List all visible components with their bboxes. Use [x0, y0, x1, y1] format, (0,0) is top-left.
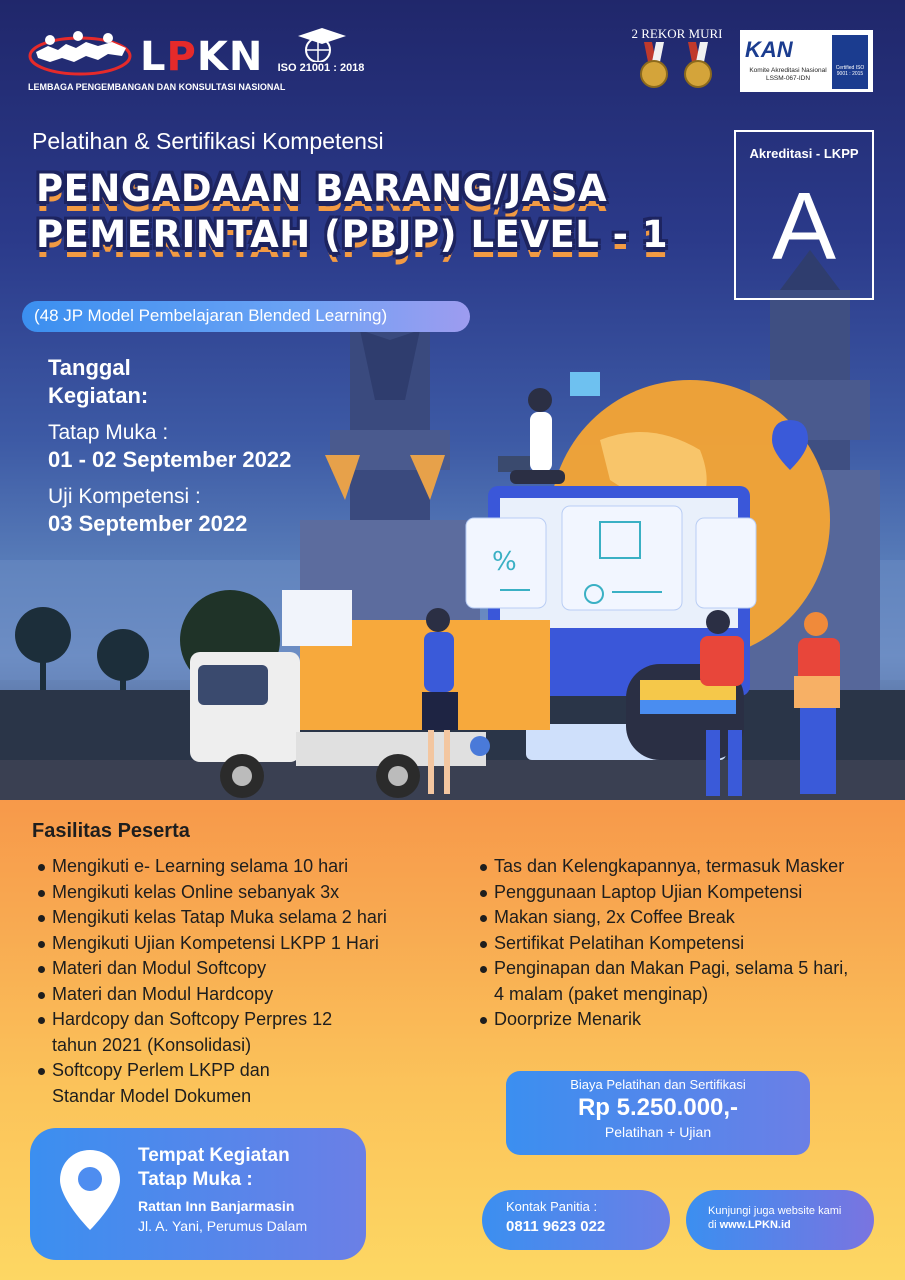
list-item: Penginapan dan Makan Pagi, selama 5 hari, 4 malam (paket menginap): [478, 956, 863, 1007]
kan-badge: [740, 30, 873, 92]
contact-box[interactable]: [482, 1190, 670, 1250]
venue-title-line-1: Tempat Kegiatan: [138, 1145, 290, 1166]
iso-badge: [276, 28, 366, 88]
facilities-list-right: [478, 854, 888, 1033]
kan-certificate: Certified ISO 9001 : 2015: [832, 35, 868, 89]
list-item: Mengikuti kelas Tatap Muka selama 2 hari: [36, 905, 426, 931]
schedule: [48, 354, 291, 538]
venue-box: [30, 1128, 366, 1260]
program-title-line-1: PENGADAAN BARANG/JASA: [36, 167, 608, 210]
list-item: Materi dan Modul Softcopy: [36, 956, 426, 982]
list-item: Softcopy Perlem LKPP dan Standar Model Dokumen: [36, 1058, 286, 1109]
accreditation-grade: A: [771, 173, 837, 280]
price-amount: Rp 5.250.000,-: [577, 1094, 739, 1121]
facilities-title: Fasilitas Peserta: [32, 820, 190, 842]
iso-label: ISO 21001 : 2018: [277, 62, 365, 74]
website-line: [708, 1218, 874, 1232]
list-item: Doorprize Menarik: [478, 1007, 888, 1033]
venue-title-line-2: Tatap Muka :: [138, 1169, 253, 1190]
tatap-muka-date: 01 - 02 September 2022: [48, 447, 292, 472]
price-box: [506, 1071, 810, 1155]
list-item: Makan siang, 2x Coffee Break: [478, 905, 888, 931]
program-subtitle: Pelatihan & Sertifikasi Kompetensi: [32, 128, 384, 154]
uji-kompetensi-date: 03 September 2022: [48, 511, 248, 536]
list-item: Sertifikat Pelatihan Kompetensi: [478, 931, 888, 957]
schedule-heading-1: Tanggal: [48, 355, 131, 380]
logo-tagline: LEMBAGA PENGEMBANGAN DAN KONSULTASI NASIONAL: [28, 82, 286, 92]
venue-address: Jl. A. Yani, Perumus Dalam: [138, 1218, 308, 1234]
indonesia-map-icon: [28, 30, 140, 82]
location-pin-icon: [58, 1148, 122, 1232]
svg-text:%: %: [492, 547, 517, 577]
kan-logo: KAN: [745, 37, 793, 62]
website-di: di: [708, 1219, 717, 1231]
list-item: Mengikuti Ujian Kompetensi LKPP 1 Hari: [36, 931, 426, 957]
program-title: [36, 166, 668, 258]
accreditation-label: Akreditasi - LKPP: [749, 146, 859, 161]
list-item: Hardcopy dan Softcopy Perpres 12 tahun 2021 (Konsolidasi): [36, 1007, 336, 1058]
graduation-globe-icon: [276, 28, 366, 62]
contact-label: Kontak Panitia :: [506, 1199, 598, 1214]
accreditation-box: [734, 130, 874, 300]
list-item: Penggunaan Laptop Ujian Kompetensi: [478, 880, 888, 906]
lpkn-logo[interactable]: [28, 30, 286, 100]
facilities-list-left: [36, 854, 426, 1109]
logo-letter-p: P: [166, 34, 197, 80]
venue-name: Rattan Inn Banjarmasin: [138, 1198, 295, 1214]
logo-letters-kn: KN: [196, 34, 264, 80]
program-title-line-2: PEMERINTAH (PBJP) LEVEL - 1: [36, 213, 669, 256]
kan-subtitle: Komite Akreditasi Nasional LSSM-067-IDN: [749, 67, 827, 82]
contact-phone[interactable]: 0811 9623 022: [506, 1218, 606, 1235]
tatap-muka-label: Tatap Muka :: [48, 421, 169, 444]
logo-wordmark: [140, 34, 263, 80]
website-box[interactable]: [686, 1190, 874, 1250]
price-label: Biaya Pelatihan dan Sertifikasi: [570, 1077, 746, 1092]
website-url[interactable]: www.LPKN.id: [719, 1219, 791, 1231]
price-note: Pelatihan + Ujian: [604, 1124, 712, 1140]
uji-kompetensi-label: Uji Kompetensi :: [48, 485, 201, 508]
list-item: Mengikuti e- Learning selama 10 hari: [36, 854, 426, 880]
website-prefix: Kunjungi juga website kami: [708, 1205, 842, 1217]
list-item: Tas dan Kelengkapannya, termasuk Masker: [478, 854, 888, 880]
list-item: Materi dan Modul Hardcopy: [36, 982, 426, 1008]
logo-letter-l: L: [140, 34, 167, 80]
muri-badge: [622, 26, 732, 96]
list-item: Mengikuti kelas Online sebanyak 3x: [36, 880, 426, 906]
medal-icon: [622, 40, 732, 96]
venue-title: [138, 1144, 290, 1192]
learning-model-pill: (48 JP Model Pembelajaran Blended Learning): [22, 301, 470, 332]
schedule-heading-2: Kegiatan:: [48, 383, 149, 408]
muri-label: 2 REKOR MURI: [631, 26, 723, 41]
